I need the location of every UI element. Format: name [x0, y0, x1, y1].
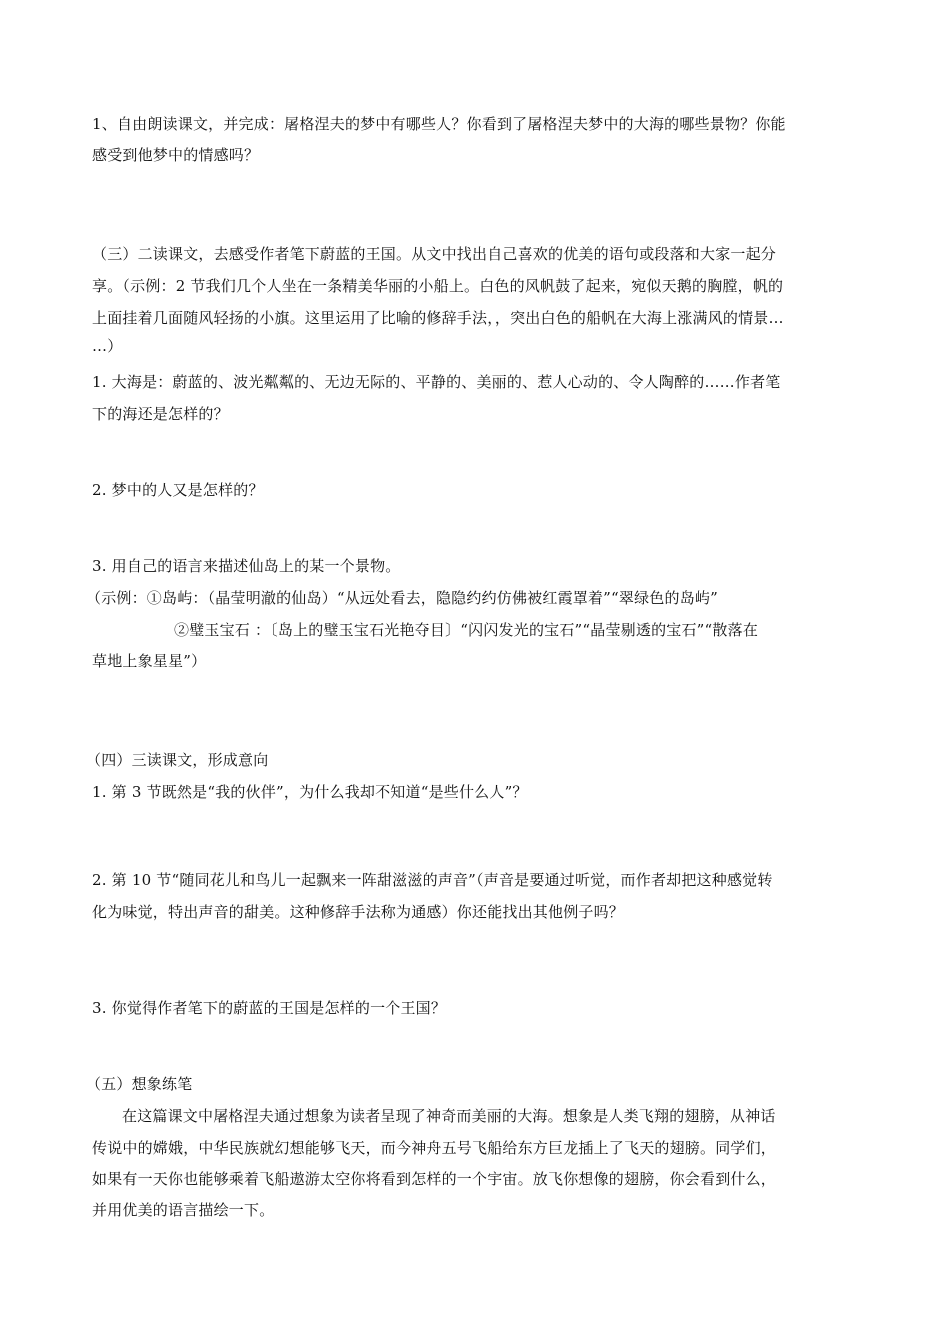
section-3-intro-line-2: 享。（示例：2 节我们几个人坐在一条精美华丽的小船上。白色的风帆鼓了起来，宛似天鹅的胸膛，帆的	[92, 277, 784, 295]
section-3-example-line-2: ②璧玉宝石 ：〔岛上的璧玉宝石光艳夺目〕“闪闪发光的宝石”“晶莹剔透的宝石”“散落在	[174, 621, 759, 639]
section-4-item-1: 1. 第 3 节既然是“我的伙伴”，为什么我却不知道“是些什么人”？	[92, 783, 528, 801]
section-4-item-3: 3. 你觉得作者笔下的蔚蓝的王国是怎样的一个王国？	[92, 999, 447, 1017]
section-5-paragraph-line-3: 如果有一天你也能够乘着飞船遨游太空你将看到怎样的一个宇宙。放飞你想像的翅膀，你会看到什么，	[92, 1170, 777, 1188]
section-3-intro-line-4: …）	[92, 337, 123, 355]
section-5-title: （五）想象练笔	[86, 1075, 193, 1093]
section-3-example-line-3: 草地上象星星”）	[92, 652, 207, 670]
section-3-intro-line-3: 上面挂着几面随风轻扬的小旗。这里运用了比喻的修辞手法，，突出白色的船帆在大海上涨满风的情景…	[92, 309, 784, 327]
section-3-item-1-line-2: 下的海还是怎样的？	[92, 405, 229, 423]
section-3-example-line-1: （示例：①岛屿：（晶莹明澈的仙岛）“从远处看去，隐隐约约仿佛被红霞罩着”“翠绿色的岛屿”	[86, 589, 718, 607]
section-3-item-1-line-1: 1. 大海是：蔚蓝的、波光粼粼的、无边无际的、平静的、美丽的、惹人心动的、令人陶醉的……作者笔	[92, 373, 781, 391]
section-3-item-3: 3. 用自己的语言来描述仙岛上的某一个景物。	[92, 557, 401, 575]
section-5-paragraph-line-4: 并用优美的语言描绘一下。	[92, 1201, 275, 1219]
question-1-line-1: 1、自由朗读课文，并完成：屠格涅夫的梦中有哪些人？你看到了屠格涅夫梦中的大海的哪些景物？你能	[92, 115, 786, 133]
section-3-item-2: 2. 梦中的人又是怎样的？	[92, 481, 264, 499]
section-5-paragraph-line-1: 在这篇课文中屠格涅夫通过想象为读者呈现了神奇而美丽的大海。想象是人类飞翔的翅膀，从神话	[122, 1107, 776, 1125]
section-4-item-2-line-1: 2. 第 10 节“随同花儿和鸟儿一起飘来一阵甜滋滋的声音”（声音是要通过听觉，而作者却把这种感觉转	[92, 871, 773, 889]
section-3-intro-line-1: （三）二读课文，去感受作者笔下蔚蓝的王国。从文中找出自己喜欢的优美的语句或段落和大家一起分	[92, 245, 777, 263]
section-4-title: （四）三读课文，形成意向	[86, 751, 269, 769]
section-4-item-2-line-2: 化为味觉，特出声音的甜美。这种修辞手法称为通感）你还能找出其他例子吗？	[92, 903, 625, 921]
section-5-paragraph-line-2: 传说中的嫦娥，中华民族就幻想能够飞天，而今神舟五号飞船给东方巨龙插上了飞天的翅膀。同学们，	[92, 1139, 777, 1157]
question-1-line-2: 感受到他梦中的情感吗？	[92, 146, 260, 164]
